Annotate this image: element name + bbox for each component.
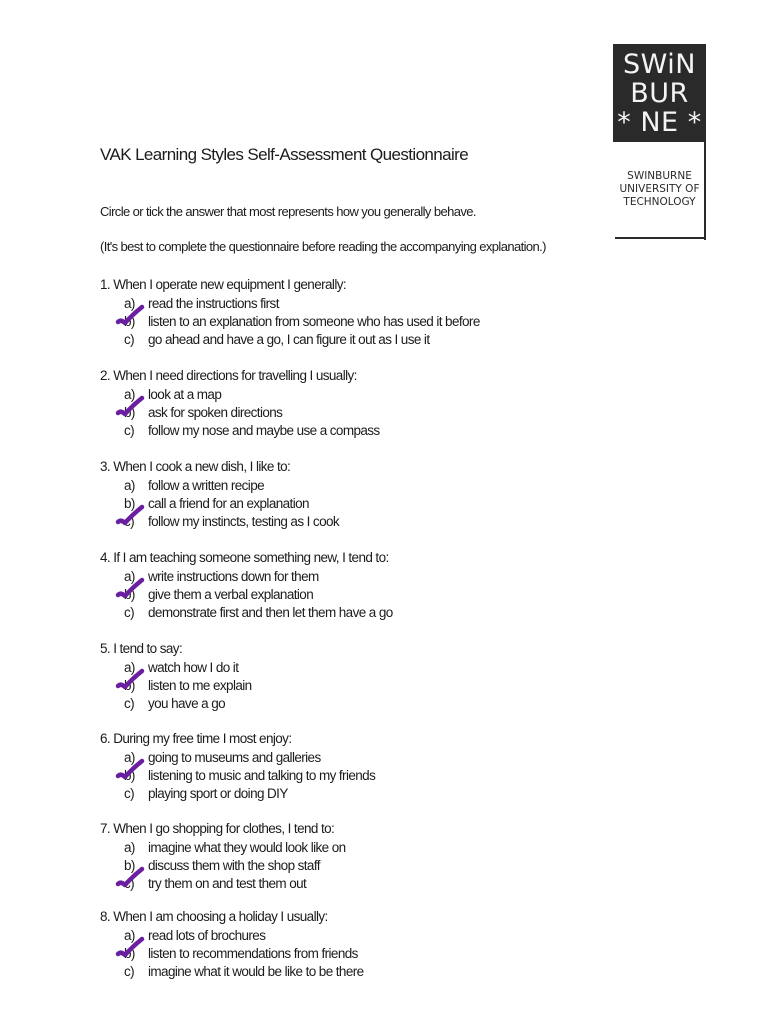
- answer-option[interactable]: [100, 295, 580, 313]
- option-letter: b): [124, 587, 135, 602]
- answer-option[interactable]: [100, 875, 580, 893]
- question: [100, 729, 580, 803]
- option-letter: c): [124, 605, 135, 620]
- question: [100, 457, 580, 531]
- option-text: try them on and test them out: [148, 876, 307, 891]
- option-text: read the instructions first: [148, 296, 279, 311]
- option-letter: a): [124, 660, 135, 675]
- option-text: demonstrate first and then let them have a go: [148, 605, 393, 620]
- answer-option[interactable]: [100, 604, 580, 622]
- tick-mark-icon: [113, 577, 147, 607]
- option-text: imagine what it would be like to be there: [148, 964, 364, 979]
- answer-option[interactable]: [100, 749, 580, 767]
- answer-option[interactable]: [100, 963, 580, 981]
- option-letter: a): [124, 840, 135, 855]
- question-text: 1. When I operate new equipment I generally:: [100, 277, 347, 292]
- answer-option[interactable]: [100, 857, 580, 875]
- answer-option[interactable]: [100, 386, 580, 404]
- answer-option[interactable]: [100, 586, 580, 604]
- option-letter: a): [124, 478, 135, 493]
- instruction-note: (It's best to complete the questionnaire before reading the accompanying explanation.): [100, 239, 546, 254]
- question: [100, 819, 580, 893]
- question-text: 8. When I am choosing a holiday I usually:: [100, 909, 328, 924]
- option-letter: c): [124, 786, 135, 801]
- option-letter: c): [124, 332, 135, 347]
- option-letter: b): [124, 496, 135, 511]
- option-text: follow my instincts, testing as I cook: [148, 514, 340, 529]
- question-text: 2. When I need directions for travelling I usually:: [100, 368, 357, 383]
- logo-line: * NE *: [617, 107, 702, 138]
- answer-option[interactable]: [100, 945, 580, 963]
- swinburne-logo: [613, 44, 706, 142]
- option-text: discuss them with the shop staff: [148, 858, 320, 873]
- option-text: call a friend for an explanation: [148, 496, 309, 511]
- option-text: listening to music and talking to my friends: [148, 768, 376, 783]
- answer-option[interactable]: [100, 785, 580, 803]
- option-letter: c): [124, 423, 135, 438]
- logo-border-right: [704, 142, 706, 240]
- option-letter: c): [124, 514, 135, 529]
- answer-option[interactable]: [100, 839, 580, 857]
- document-title: VAK Learning Styles Self-Assessment Questionnaire: [100, 145, 469, 164]
- answer-option[interactable]: [100, 659, 580, 677]
- university-name-line: TECHNOLOGY: [623, 196, 696, 208]
- option-text: listen to an explanation from someone who has used it before: [148, 314, 480, 329]
- university-name: [613, 170, 706, 209]
- question-text: 7. When I go shopping for clothes, I tend to:: [100, 821, 335, 836]
- option-letter: b): [124, 858, 135, 873]
- answer-option[interactable]: [100, 767, 580, 785]
- logo-line: SWiN: [623, 49, 696, 80]
- option-letter: c): [124, 964, 135, 979]
- question-text: 5. I tend to say:: [100, 641, 183, 656]
- question-text: 6. During my free time I most enjoy:: [100, 731, 292, 746]
- option-text: watch how I do it: [148, 660, 239, 675]
- option-text: imagine what they would look like on: [148, 840, 346, 855]
- option-letter: b): [124, 946, 135, 961]
- option-text: you have a go: [148, 696, 226, 711]
- option-text: write instructions down for them: [148, 569, 319, 584]
- option-letter: a): [124, 569, 135, 584]
- answer-option[interactable]: [100, 677, 580, 695]
- tick-mark-icon: [113, 504, 147, 534]
- option-letter: c): [124, 696, 135, 711]
- option-letter: a): [124, 928, 135, 943]
- answer-option[interactable]: [100, 331, 580, 349]
- answer-option[interactable]: [100, 695, 580, 713]
- answer-option[interactable]: [100, 313, 580, 331]
- tick-mark-icon: [113, 866, 147, 896]
- question: [100, 907, 580, 981]
- tick-mark-icon: [113, 304, 147, 334]
- option-letter: b): [124, 314, 135, 329]
- option-letter: c): [124, 876, 135, 891]
- answer-option[interactable]: [100, 422, 580, 440]
- answer-option[interactable]: [100, 404, 580, 422]
- answer-option[interactable]: [100, 513, 580, 531]
- option-text: read lots of brochures: [148, 928, 266, 943]
- option-text: look at a map: [148, 387, 222, 402]
- answer-option[interactable]: [100, 927, 580, 945]
- question-text: 4. If I am teaching someone something new, I tend to:: [100, 550, 389, 565]
- tick-mark-icon: [113, 668, 147, 698]
- question: [100, 366, 580, 440]
- option-letter: a): [124, 387, 135, 402]
- option-text: ask for spoken directions: [148, 405, 283, 420]
- option-letter: b): [124, 768, 135, 783]
- option-letter: a): [124, 750, 135, 765]
- logo-border-bottom: [615, 237, 706, 239]
- answer-option[interactable]: [100, 477, 580, 495]
- tick-mark-icon: [113, 936, 147, 966]
- answer-option[interactable]: [100, 568, 580, 586]
- question: [100, 639, 580, 713]
- option-text: follow my nose and maybe use a compass: [148, 423, 380, 438]
- question: [100, 548, 580, 622]
- option-letter: b): [124, 405, 135, 420]
- option-text: listen to me explain: [148, 678, 252, 693]
- option-text: playing sport or doing DIY: [148, 786, 288, 801]
- tick-mark-icon: [113, 395, 147, 425]
- option-text: listen to recommendations from friends: [148, 946, 358, 961]
- tick-mark-icon: [113, 758, 147, 788]
- option-letter: b): [124, 678, 135, 693]
- question-text: 3. When I cook a new dish, I like to:: [100, 459, 291, 474]
- option-text: going to museums and galleries: [148, 750, 321, 765]
- university-name-line: UNIVERSITY OF: [619, 183, 700, 195]
- question: [100, 275, 580, 349]
- option-text: go ahead and have a go, I can figure it out as I use it: [148, 332, 430, 347]
- answer-option[interactable]: [100, 495, 580, 513]
- logo-line: BUR: [630, 78, 689, 109]
- option-letter: a): [124, 296, 135, 311]
- instruction-text: Circle or tick the answer that most represents how you generally behave.: [100, 204, 476, 219]
- option-text: give them a verbal explanation: [148, 587, 314, 602]
- university-name-line: SWINBURNE: [627, 170, 692, 182]
- option-text: follow a written recipe: [148, 478, 265, 493]
